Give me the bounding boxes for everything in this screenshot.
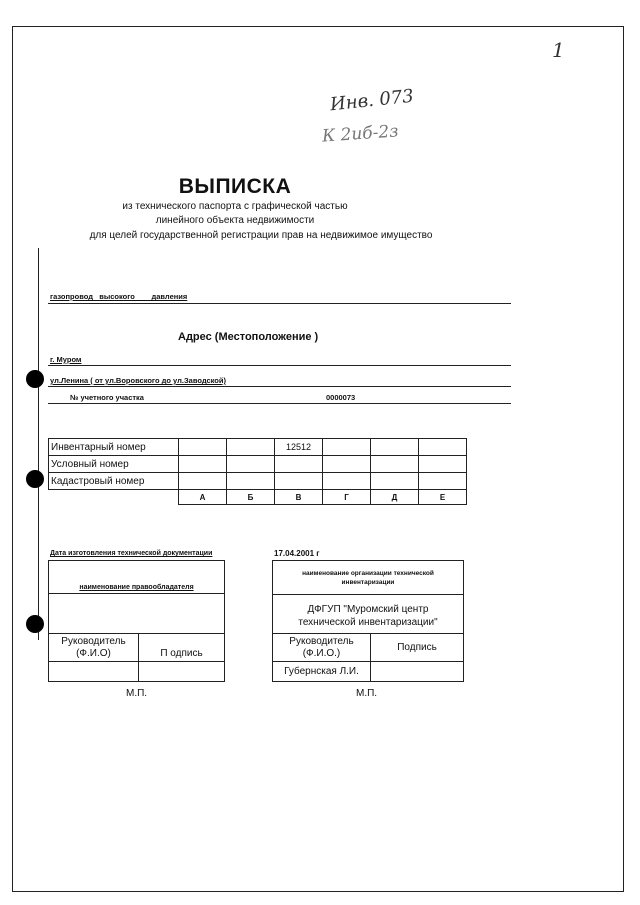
binding-line xyxy=(38,248,39,640)
table-cell xyxy=(323,473,371,490)
subtitle-line-2: линейного объекта недвижимости xyxy=(155,215,315,226)
table-cell xyxy=(227,439,275,456)
org-stamp-place: М.П. xyxy=(356,688,378,699)
column-letter: Д xyxy=(371,490,419,505)
inventory-number-value: 12512 xyxy=(275,439,323,456)
column-letter: Е xyxy=(419,490,467,505)
org-heading: наименование организации технической инвентаризации xyxy=(302,570,434,586)
table-cell xyxy=(371,456,419,473)
table-cell xyxy=(179,473,227,490)
org-name: ДФГУП "Муромский центр технической инвентаризации" xyxy=(298,604,438,628)
table-spacer xyxy=(49,490,179,505)
table-cell xyxy=(227,456,275,473)
owner-signature-label: П одпись xyxy=(138,633,225,662)
subtitle-line-3: для целей государственной регистрации прав на недвижимое имущество xyxy=(89,230,433,241)
table-cell xyxy=(227,473,275,490)
table-cell xyxy=(419,473,467,490)
address-city: г. Муром xyxy=(50,355,82,364)
table-cell xyxy=(275,456,323,473)
table-cell xyxy=(371,473,419,490)
column-letter: А xyxy=(179,490,227,505)
owner-stamp-place: М.П. xyxy=(126,688,148,699)
org-divider xyxy=(272,594,464,595)
numbers-table xyxy=(48,438,467,505)
punch-hole xyxy=(26,615,44,633)
column-letter: В xyxy=(275,490,323,505)
handwritten-inventory-note: Инв. 073 xyxy=(329,85,415,116)
subtitle-line-1: из технического паспорта с графической частью xyxy=(122,201,348,212)
table-cell xyxy=(179,439,227,456)
address-city-rule xyxy=(48,365,511,366)
conditional-number-label: Условный номер xyxy=(49,456,179,473)
punch-hole xyxy=(26,470,44,488)
handwritten-code-note: К 2иб-2з xyxy=(321,121,400,147)
object-name: газопровод высокого давления xyxy=(50,292,188,301)
document-title: ВЫПИСКА xyxy=(178,175,292,198)
org-head-label: Руководитель (Ф.И.О.) xyxy=(272,633,371,662)
inventory-number-label: Инвентарный номер xyxy=(49,439,179,456)
punch-hole xyxy=(26,370,44,388)
owner-block xyxy=(48,560,225,634)
column-letter: Б xyxy=(227,490,275,505)
table-cell xyxy=(419,439,467,456)
plot-rule xyxy=(48,403,511,404)
doc-date-label: Дата изготовления технической документации xyxy=(50,550,213,557)
cadastral-number-label: Кадастровый номер xyxy=(49,473,179,490)
doc-date-value: 17.04.2001 г xyxy=(274,549,320,558)
table-row xyxy=(49,473,467,490)
owner-head-label: Руководитель (Ф.И.О) xyxy=(48,633,139,662)
table-cell xyxy=(323,439,371,456)
table-cell xyxy=(275,473,323,490)
owner-signature-cell xyxy=(138,661,225,682)
plot-label: № учетного участка xyxy=(70,393,144,402)
table-row xyxy=(49,456,467,473)
table-row xyxy=(49,439,467,456)
address-street-rule xyxy=(48,386,511,387)
org-signature-cell xyxy=(370,661,464,682)
table-row xyxy=(49,490,467,505)
column-letter: Г xyxy=(323,490,371,505)
org-head-name: Губернская Л.И. xyxy=(272,661,371,682)
table-cell xyxy=(323,456,371,473)
table-cell xyxy=(371,439,419,456)
table-cell xyxy=(419,456,467,473)
plot-number: 0000073 xyxy=(326,393,356,402)
object-name-rule xyxy=(48,303,511,304)
address-heading: Адрес (Местоположение ) xyxy=(178,331,319,343)
owner-divider xyxy=(48,593,225,594)
address-street: ул.Ленина ( от ул.Воровского до ул.Заводской) xyxy=(50,376,227,385)
table-cell xyxy=(179,456,227,473)
org-signature-label: Подпись xyxy=(370,633,464,662)
owner-head-name-cell xyxy=(48,661,139,682)
page-number: 1 xyxy=(552,38,565,62)
owner-heading: наименование правообладателя xyxy=(79,584,194,591)
